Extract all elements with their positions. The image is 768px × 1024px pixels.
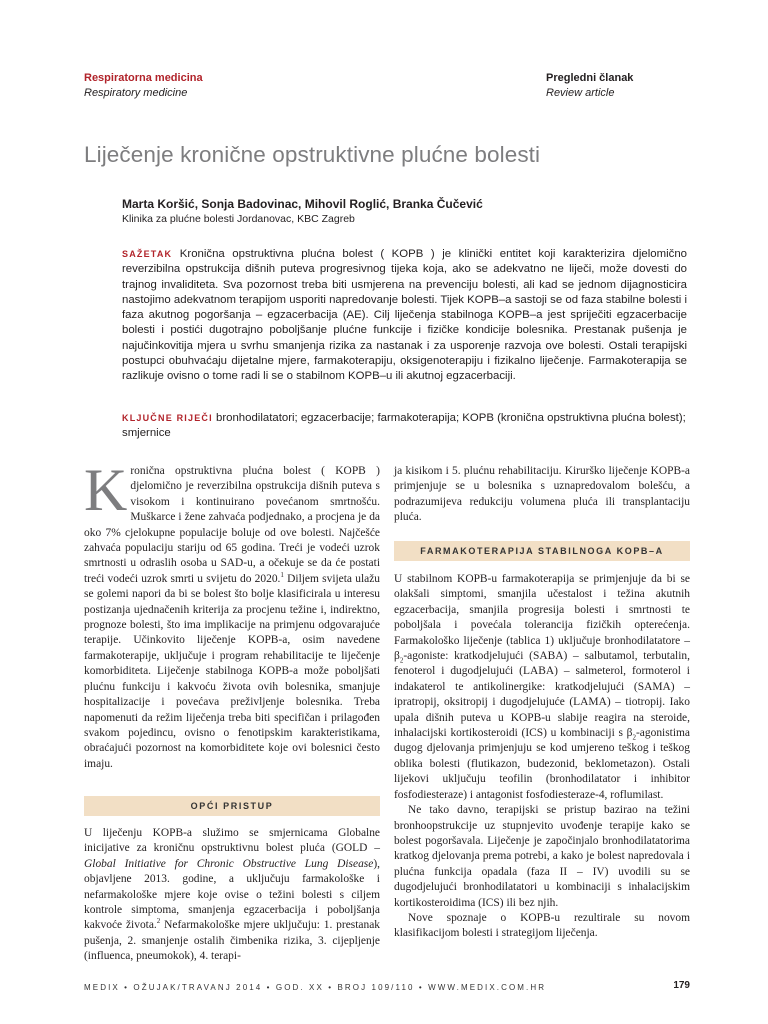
- intro-text-b: Diljem svijeta ulažu se golemi napori da bi se bolest što bolje klasificirala u interesu postizanja ujednačenih kriterija za procjenu težine i, indirektno, prognoze bolesti, što ima implikacije na primjenu odgovarajuće terapije. Učinkovito liječenje KOPB-a, osim navedene farmakoterapije, uključuje i program rehabilitacije te liječenje komorbiditeta. Liječenje stabilnoga KOPB-a može poboljšati plućnu funkciju i kakvoću života ovih bolesnika, smanjuje hospitalizacije i povećava preživljenje bolesnika. Treba napomenuti da režim liječenja treba biti specifičan i prilagođen svakom pojedincu, ovisno o fenotipskim karakteristikama, obraćajući pozornost na komorbiditete koje ovi bolesnici često imaju.: [84, 572, 381, 770]
- general-approach-text-b: ), objavljene 2013. godine, a uključuju farmakološke i nefarmakološke mjere koje ovise o težini bolesti s ciljem kontrole simptoma, smanjenja egzacerbacija i poboljšanja kakvoće života.: [84, 857, 380, 932]
- running-footer: MEDIX • OŽUJAK/TRAVANJ 2014 • GOD. XX • BROJ 109/110 • WWW.MEDIX.COM.HR: [84, 983, 547, 992]
- pharmacotherapy-section: [394, 572, 690, 942]
- subscript: 2: [399, 656, 404, 665]
- general-approach-text-a: U liječenju KOPB-a služimo se smjernicama Globalne inicijative za kroničnu opstruktivnu bolest pluća (GOLD –: [84, 827, 380, 855]
- article-type-label-en: Review article: [546, 87, 615, 99]
- drop-cap: K: [84, 457, 128, 523]
- general-approach-paragraph-b: [394, 464, 690, 526]
- gold-expansion: Global Initiative for Chronic Obstructive Lung Disease: [84, 857, 374, 870]
- subscript: 2: [632, 733, 636, 742]
- abstract-label: SAŽETAK: [122, 249, 173, 259]
- intro-text-a: ronična opstruktivna plućna bolest ( KOPB ) djelomično je reverzibilna opstrukcija dišnih puteva s visokom i kontinuirano povećanom smrtnošću. Muškarce i žene zahvaća podjednako, a procjena je da oko 7% cjelokupne populacije boluje od ove bolesti. Najčešće zahvaća populaciju stariju od 65 godina. Treći je vodeći uzrok smrtnosti u odraslih osoba u SAD-u, a očekuje se da će postati treći vodeći uzrok smrti u svijetu do 2020.: [84, 465, 380, 585]
- journal-section-label: Respiratorna medicina: [84, 72, 203, 84]
- article-title: Liječenje kronične opstruktivne plućne bolesti: [84, 142, 541, 167]
- keywords-text: bronhodilatatori; egzacerbacije; farmakoterapija; KOPB (kronična opstruktivna plućna bolest); smjernice: [122, 412, 686, 440]
- journal-section-label-en: Respiratory medicine: [84, 87, 188, 99]
- pharma-text-a: U stabilnom KOPB-u farmakoterapija se primjenjuje da bi se olakšali simptomi, smanjila učestalost i težina akutnih egzacerbacija, smanjila progresija bolesti i smrtnosti te poboljšala i povećala tolerancija fizičkih opterećenja. Farmakološko liječenje (tablica 1) uključuje bronhodilatatore – β: [394, 573, 690, 663]
- abstract-text: Kronična opstruktivna plućna bolest ( KOPB ) je klinički entitet koji karakterizira djelomično reverzibilna opstrukcija dišnih puteva progresivnog tijeka koja, ako se adekvatno ne liječi, može dovesti do trajnog invaliditeta. Sva pozornost treba biti usmjerena na prevenciju bolesti, ali kad se jednom dijagnosticira nastojimo adekvatnom terapijom usporiti napredovanje bolesti. Tijek KOPB–a sastoji se od faza stabilne bolesti i faza akutnog pogoršanja – egzacerbacija (AE). Cilj liječenja stabilnoga KOPB–a jest spriječiti egzacerbacije bolesti i postići dugotrajno poboljšanje plućne funkcije i fizičke kondicije bolesnika. Prestanak pušenja je najučinkovitija mjera u svrhu smanjenja rizika za nastanak i za usporenje razvoja ove bolesti. Ostali terapijski postupci obuhvaćaju dijetalne mjere, farmakoterapiju, oksigenoterapiju i fizikalno liječenje. Farmakoterapija se razlikuje ovisno o tome radi li se o stabilnom KOPB–u ili akutnoj egzacerbaciji.: [122, 248, 687, 383]
- keywords-label: KLJUČNE RIJEČI: [122, 413, 213, 423]
- pharmacotherapy-paragraph-2: Ne tako davno, terapijski se pristup bazirao na težini bronhoopstrukcije uz stupnjevito uvođenje terapije kako se bolest pogoršavala. Liječenje je započinjalo bronhodilatatorima kratkog djelovanja prema potrebi, a kako je bolest napredovala i plućna funkcija opadala (faza II – IV) uvodili su se dugodjelujući bronhodilatatori u kombinaciji s inhalacijskim kortikosteroidima (ICS) ili bez njih.: [394, 804, 690, 909]
- author-list: Marta Koršić, Sonja Badovinac, Mihovil Roglić, Branka Čučević: [122, 197, 483, 211]
- intro-paragraph: [84, 457, 381, 772]
- general-approach-text-c: Nefarmakološke mjere uključuju: 1. prestanak pušenja, 2. smanjenje ostalih čimbenika rizika, 3. cijepljenje (influenca, pneumokok), 4. terapi-: [84, 919, 380, 963]
- article-type-label: Pregledni članak: [546, 72, 634, 84]
- citation-ref: 2: [156, 917, 161, 926]
- general-approach-text-c2: ja kisikom i 5. plućnu rehabilitaciju. Kirurško liječenje KOPB-a primjenjuje se u bolesnika s uznapredovalom bolešću, a podrazumijeva redukciju volumena pluća ili transplantaciju pluća.: [394, 465, 690, 524]
- general-approach-paragraph-a: [84, 826, 380, 965]
- page-number: 179: [673, 980, 690, 991]
- abstract: [122, 247, 687, 385]
- section-heading-general-approach: OPĆI PRISTUP: [84, 796, 380, 816]
- section-heading-pharmacotherapy: FARMAKOTERAPIJA STABILNOGA KOPB–A: [394, 541, 690, 561]
- pharmacotherapy-paragraph-1: [394, 572, 690, 803]
- affiliation: Klinika za plućne bolesti Jordanovac, KBC Zagreb: [122, 213, 355, 225]
- pharma-text-b: -agoniste: kratkodjelujući (SABA) – salbutamol, terbutalin, fenoterol i dugodjelujući (LABA) – salmeterol, formoterol i indakaterol te antikolinergike: kratkodjelujući (SAMA) – ipratropij, oksitropij i dugodjelujuće (LAMA) – tiotropij. Iako upala dišnih puteva u KOPB-u slabije reagira na steroide, inhalacijski kortikosteroidi (ICS) u kombinaciji s β: [394, 650, 690, 740]
- pharma-text-c: -agonistima dugog djelovanja primjenjuju se kod umjereno teškog i teškog oblika bolesti (flutikazon, budezonid, beklometazon). Ostali lijekovi uključuju teofilin (bronhodilatator i inhibitor fosfodiesteraze) i antagonist fosfodiesteraze-4, roflumilast.: [394, 727, 690, 801]
- keywords: [122, 411, 687, 442]
- pharmacotherapy-paragraph-3: Nove spoznaje o KOPB-u rezultirale su novom klasifikacijom bolesti i strategijom liječenja.: [394, 911, 690, 940]
- citation-ref: 1: [280, 571, 284, 580]
